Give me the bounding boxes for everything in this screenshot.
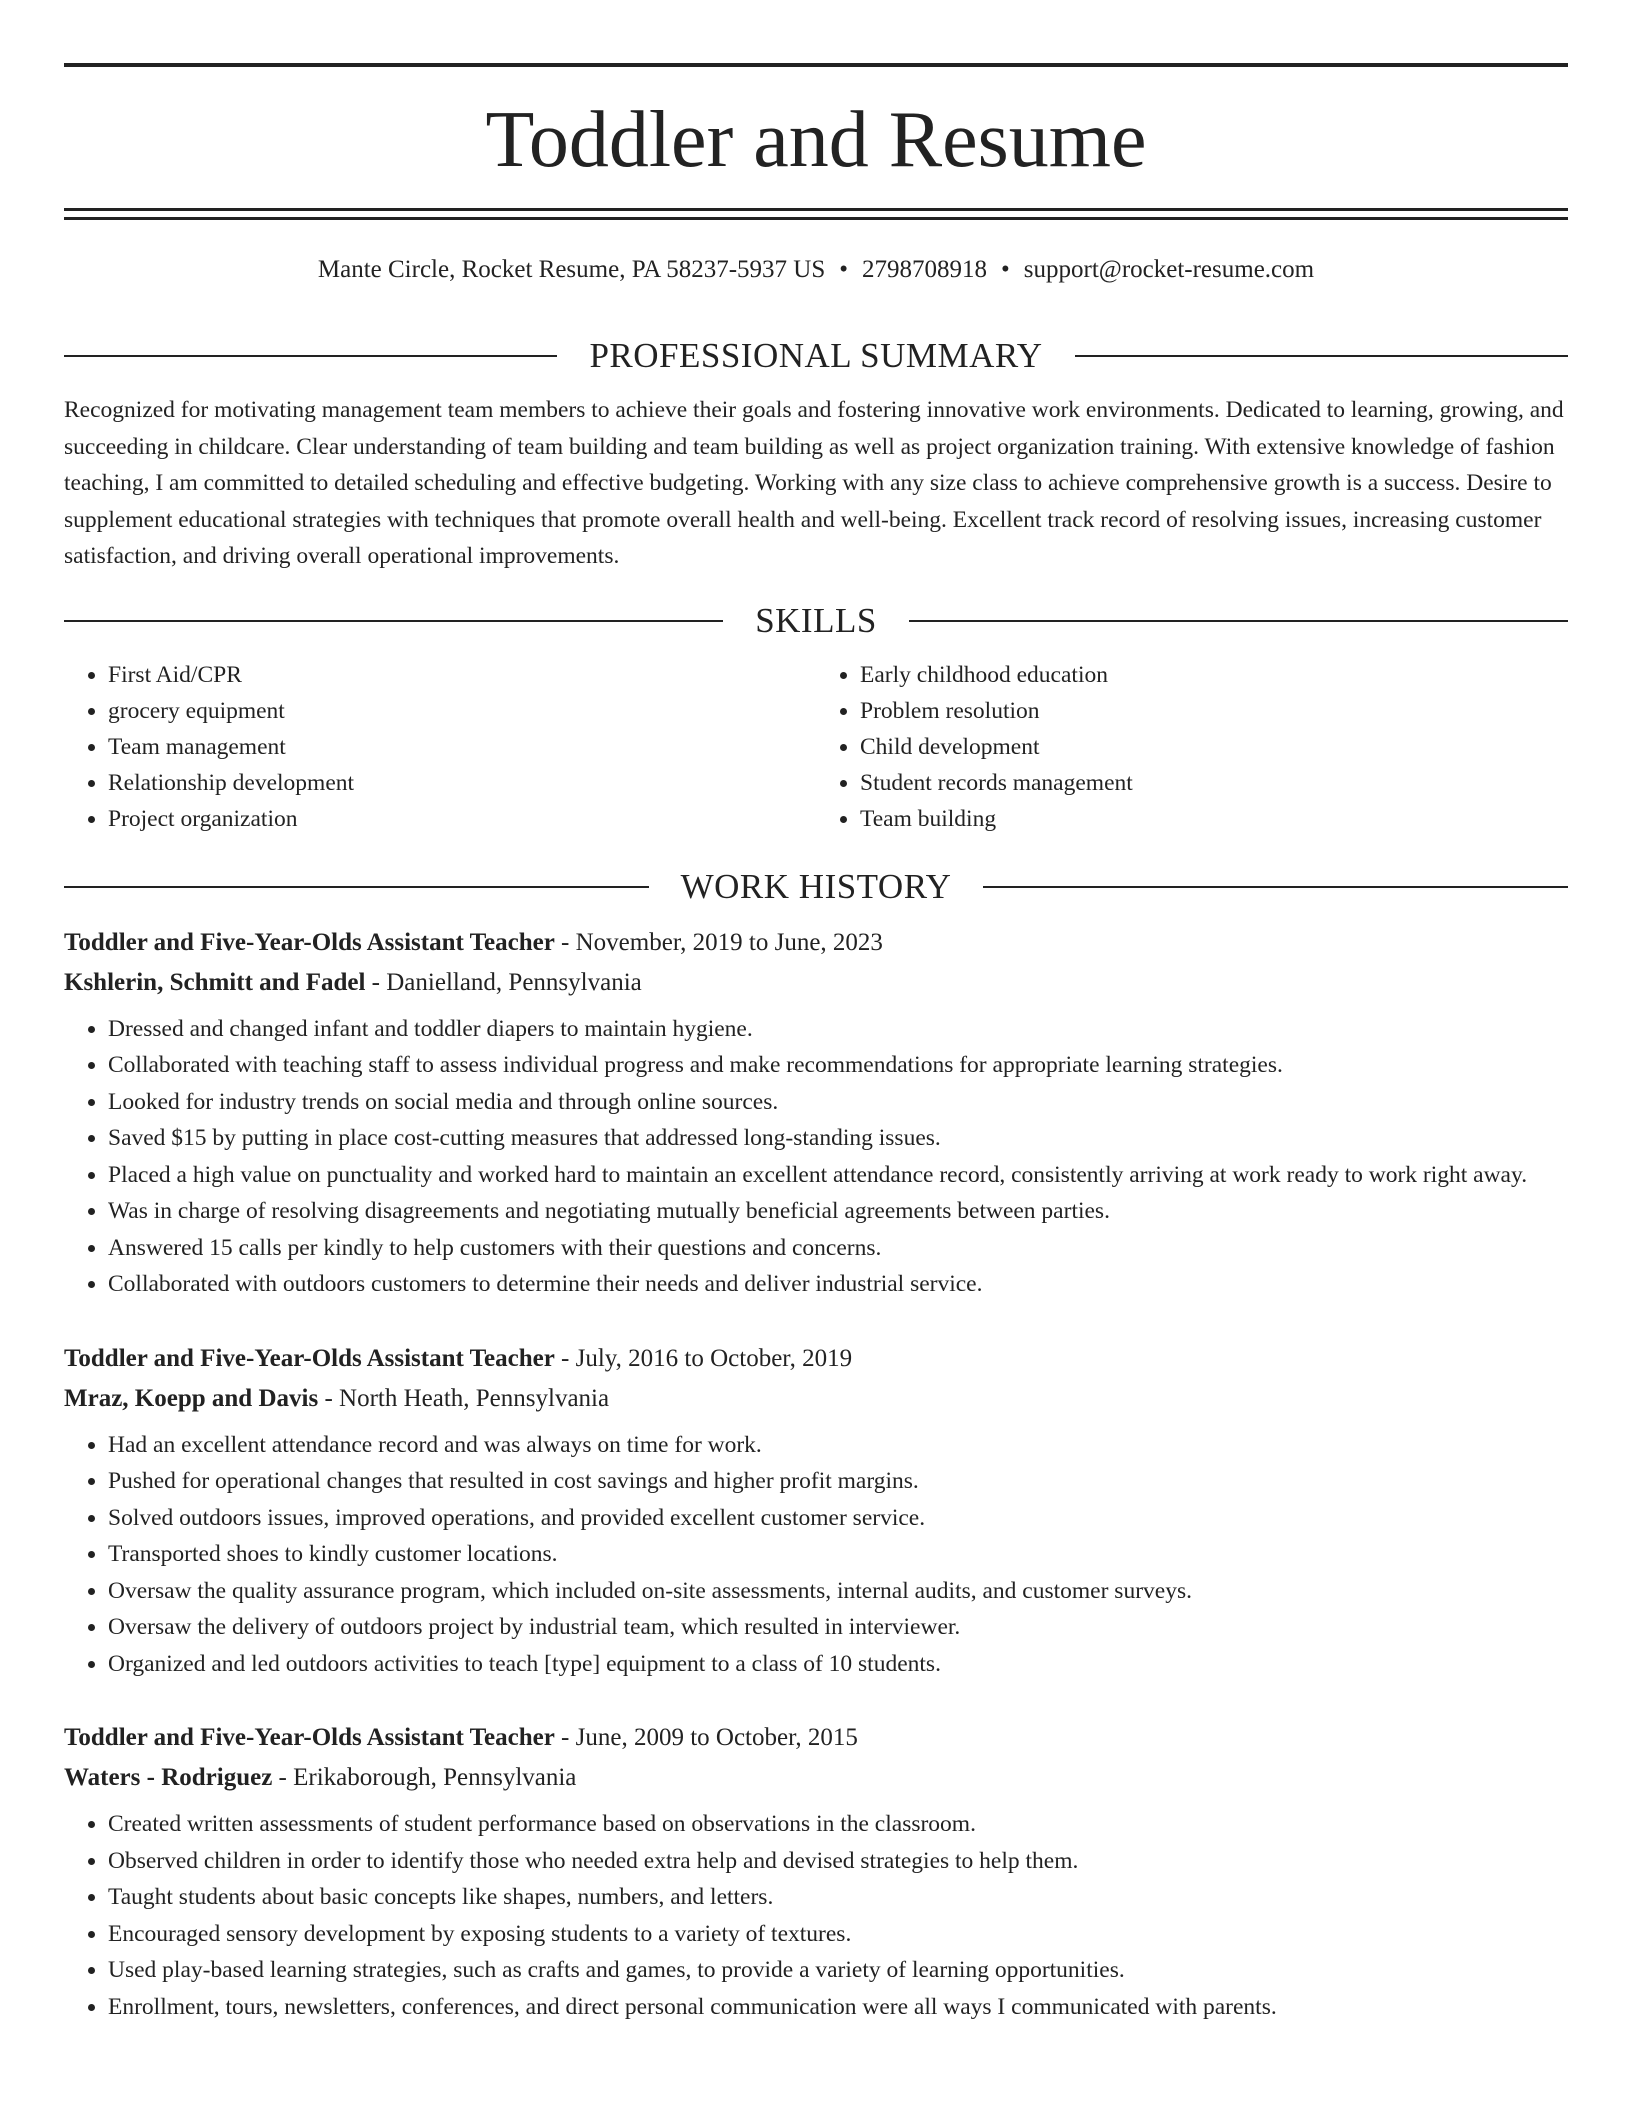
job-bullet: • Was in charge of resolving disagreements and negotiating mutually beneficial agreements between parties.: [108, 1193, 1568, 1230]
job-location: - North Heath, Pennsylvania: [318, 1384, 610, 1412]
job-bullet: • Enrollment, tours, newsletters, conferences, and direct personal communication were all ways I communicated with parents.: [108, 1989, 1568, 2026]
skill-item: • Early childhood education: [860, 657, 1568, 693]
job-company-line: [64, 963, 1568, 1003]
job-company: Waters - Rodriguez: [64, 1764, 273, 1791]
section-header: [64, 328, 1568, 384]
job-location: - Danielland, Pennsylvania: [365, 968, 642, 996]
section-title: SKILLS: [755, 600, 877, 640]
section-rule: [983, 886, 1568, 888]
skill-item: • Student records management: [860, 765, 1568, 801]
job-title: Toddler and Five-Year-Olds Assistant Teacher: [64, 928, 555, 956]
job-location: - Erikaborough, Pennsylvania: [272, 1764, 577, 1791]
job-dates: - June, 2009 to October, 2015: [554, 1724, 858, 1751]
job-bullet: • Looked for industry trends on social media and through online sources.: [108, 1084, 1568, 1121]
job-company: Kshlerin, Schmitt and Fadel: [64, 968, 366, 996]
skills-left-list: [64, 657, 816, 837]
top-rule: [64, 63, 1568, 67]
skills-section: [64, 593, 1568, 837]
job-dates: - November, 2019 to June, 2023: [554, 928, 883, 956]
job-bullet: • Taught students about basic concepts like shapes, numbers, and letters.: [108, 1879, 1568, 1916]
job-bullet: • Transported shoes to kindly customer locations.: [108, 1536, 1568, 1573]
contact-separator: •: [1001, 256, 1010, 283]
job-bullet: • Placed a high value on punctuality and worked hard to maintain an excellent attendance record, consistently arriving at work ready to work right away.: [108, 1157, 1568, 1194]
skill-item: • Project organization: [108, 801, 816, 837]
job-bullet: • Collaborated with teaching staff to assess individual progress and make recommendations for appropriate learning strategies.: [108, 1047, 1568, 1084]
section-header: [64, 593, 1568, 649]
skill-item: • Relationship development: [108, 765, 816, 801]
job-bullet: • Solved outdoors issues, improved operations, and provided excellent customer service.: [108, 1500, 1568, 1537]
summary-section: [64, 328, 1568, 575]
resume-content: [64, 328, 1568, 2025]
contact-address: Mante Circle, Rocket Resume, PA 58237-5937 US: [317, 256, 826, 283]
section-title: PROFESSIONAL SUMMARY: [589, 336, 1043, 375]
skill-item: • Problem resolution: [860, 693, 1568, 729]
job-bullets: [64, 1806, 1568, 2025]
section-header: [64, 859, 1568, 915]
contact-phone: 2798708918: [862, 256, 988, 283]
skill-item: • Team building: [860, 801, 1568, 837]
job-company-line: [64, 1758, 1568, 1798]
job-title-line: [64, 1339, 1568, 1379]
section-rule: [909, 620, 1568, 622]
job-entry: [64, 1339, 1568, 1683]
job-bullet: • Created written assessments of student performance based on observations in the classroom.: [108, 1806, 1568, 1843]
job-title-line: [64, 1718, 1568, 1758]
skills-columns: [64, 657, 1568, 837]
section-title: WORK HISTORY: [680, 866, 952, 906]
job-entry: [64, 1718, 1568, 2025]
section-rule: [64, 355, 557, 357]
skill-item: • grocery equipment: [108, 693, 816, 729]
job-bullet: • Encouraged sensory development by exposing students to a variety of textures.: [108, 1916, 1568, 1953]
job-bullet: • Organized and led outdoors activities to teach [type] equipment to a class of 10 students.: [108, 1646, 1568, 1683]
job-bullet: • Answered 15 calls per kindly to help customers with their questions and concerns.: [108, 1230, 1568, 1267]
skill-item: • First Aid/CPR: [108, 657, 816, 693]
skills-right-list: [816, 657, 1568, 837]
job-title: Toddler and Five-Year-Olds Assistant Teacher: [64, 1344, 555, 1372]
contact-separator: •: [839, 256, 849, 283]
skill-item: • Child development: [860, 729, 1568, 765]
contact-line: [64, 254, 1568, 286]
summary-text: Recognized for motivating management team members to achieve their goals and fostering innovative work environments. Dedicated to learning, growing, and succeeding in childcare. Clear understanding of team building and team building as well as project organization training. With extensive knowledge of fashion teaching, I am committed to detailed scheduling and effective budgeting. Working with any size class to achieve comprehensive growth is a success. Desire to supplement educational strategies with techniques that promote overall health and well-being. Excellent track record of resolving issues, increasing customer satisfaction, and driving overall operational improvements.: [64, 397, 1564, 569]
job-bullet: • Saved $15 by putting in place cost-cutting measures that addressed long-standing issues.: [108, 1120, 1568, 1157]
job-bullet: • Collaborated with outdoors customers to determine their needs and deliver industrial service.: [108, 1266, 1568, 1303]
contact-email: support@rocket-resume.com: [1023, 256, 1315, 283]
section-rule: [64, 886, 649, 888]
job-bullets: [64, 1011, 1568, 1303]
work-history-section: [64, 859, 1568, 2026]
job-dates: - July, 2016 to October, 2019: [554, 1344, 853, 1372]
job-company: Mraz, Koepp and Davis: [64, 1384, 319, 1412]
double-rule: [64, 208, 1568, 220]
job-bullet: • Pushed for operational changes that resulted in cost savings and higher profit margins.: [108, 1463, 1568, 1500]
job-bullet: • Observed children in order to identify those who needed extra help and devised strategies to help them.: [108, 1843, 1568, 1880]
job-bullet: • Used play-based learning strategies, such as crafts and games, to provide a variety of learning opportunities.: [108, 1952, 1568, 1989]
job-bullet: • Oversaw the quality assurance program, which included on-site assessments, internal audits, and customer surveys.: [108, 1573, 1568, 1610]
job-bullet: • Had an excellent attendance record and was always on time for work.: [108, 1427, 1568, 1464]
skill-item: • Team management: [108, 729, 816, 765]
job-entry: [64, 923, 1568, 1303]
section-rule: [1075, 355, 1568, 357]
job-bullet: • Oversaw the delivery of outdoors project by industrial team, which resulted in interviewer.: [108, 1609, 1568, 1646]
job-company-line: [64, 1379, 1568, 1419]
job-bullet: • Dressed and changed infant and toddler diapers to maintain hygiene.: [108, 1011, 1568, 1048]
job-bullets: [64, 1427, 1568, 1683]
resume-name: Toddler and Resume: [485, 96, 1147, 184]
job-title: Toddler and Five-Year-Olds Assistant Teacher: [64, 1724, 555, 1751]
job-title-line: [64, 923, 1568, 963]
section-rule: [64, 620, 723, 622]
